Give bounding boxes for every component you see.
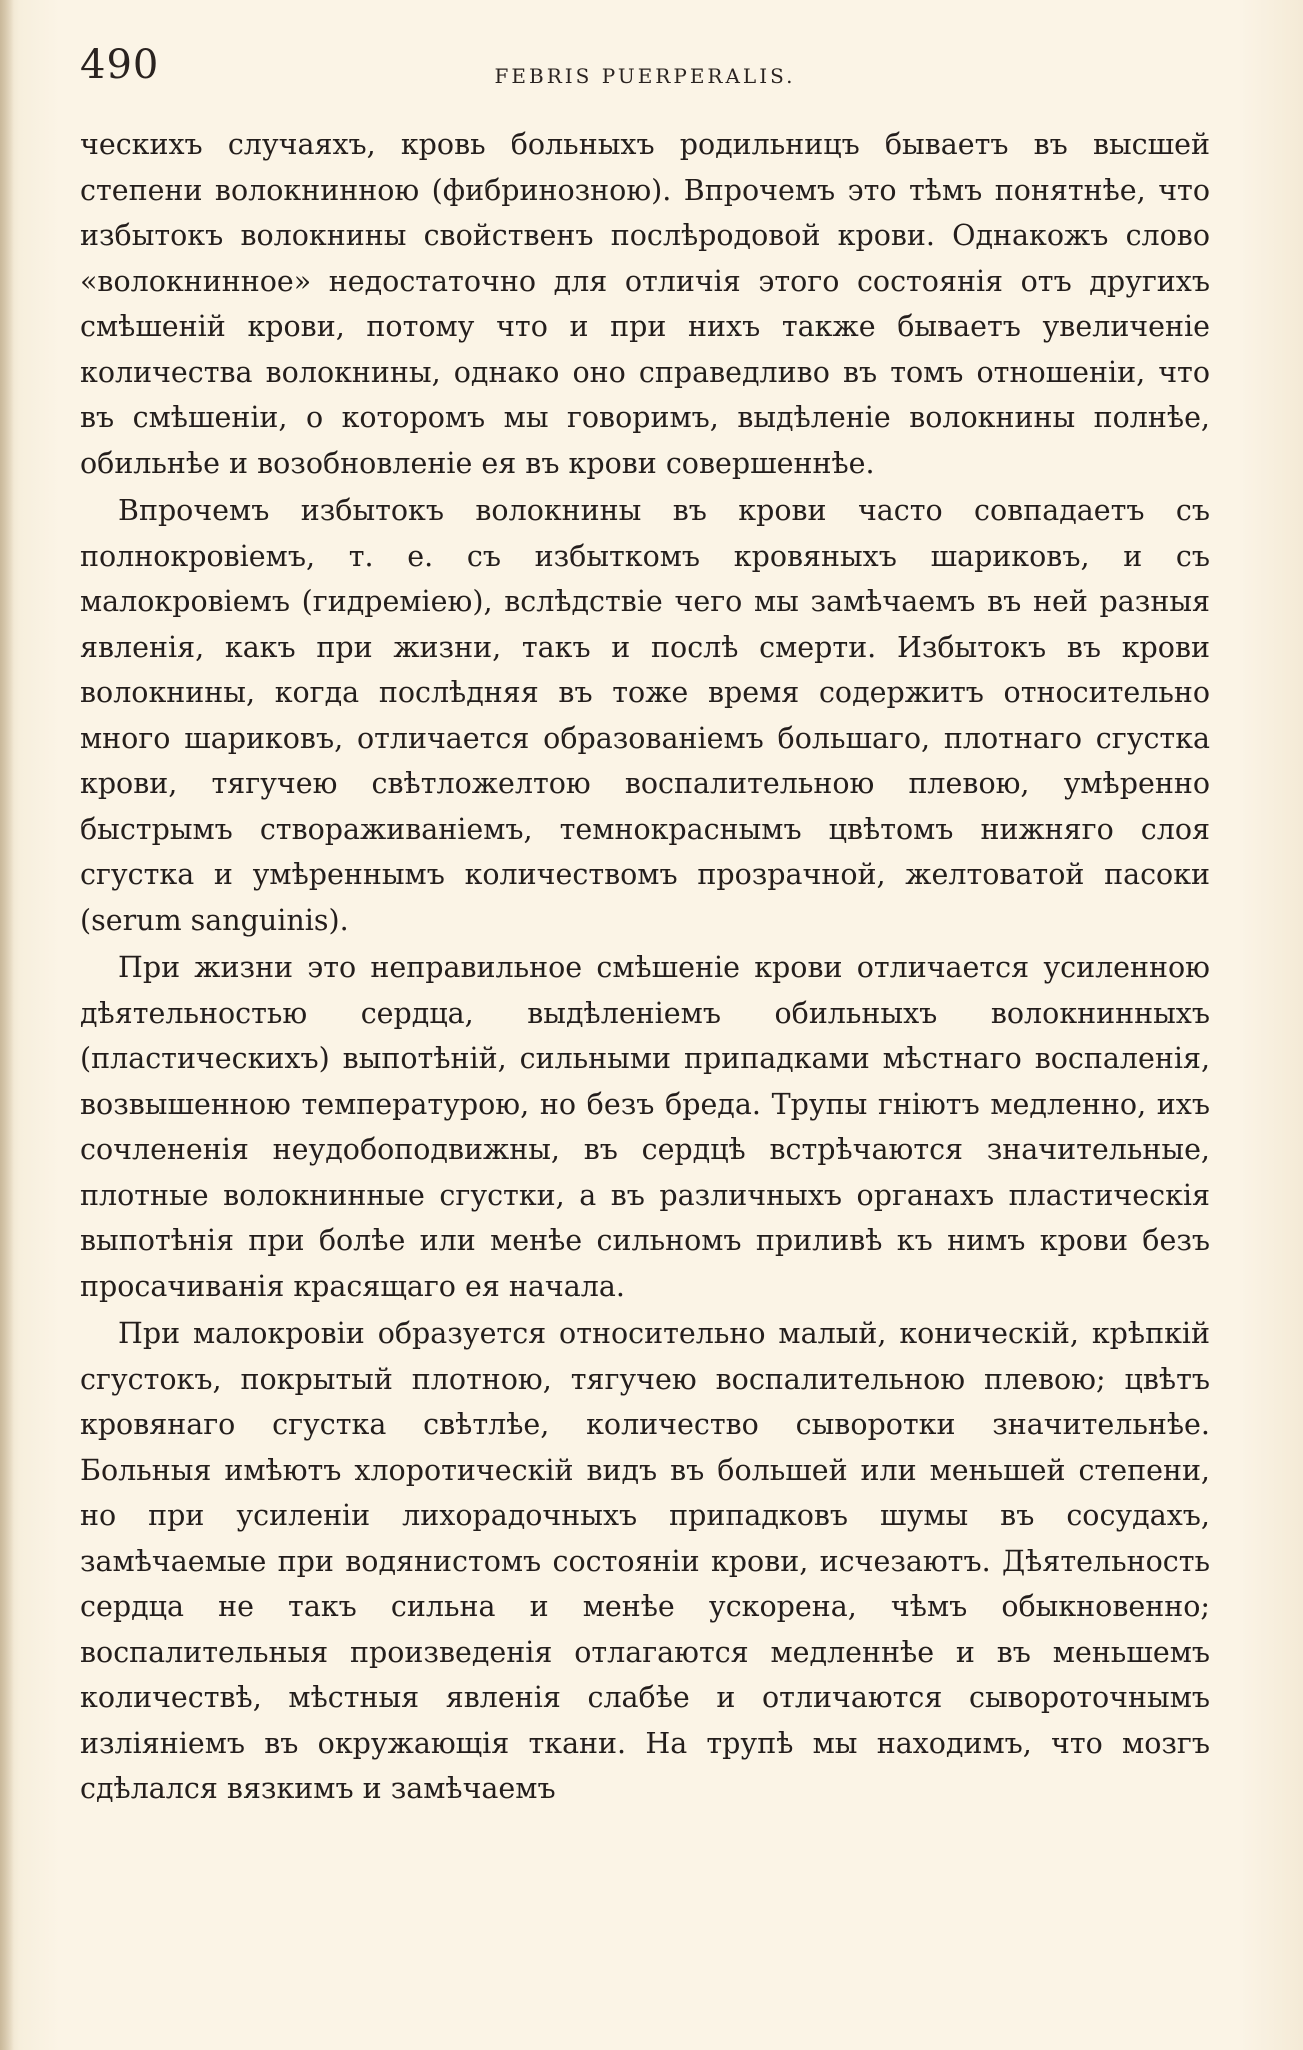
paragraph-continued: ческихъ случаяхъ, кровь больныхъ родильницъ бываетъ въ высшей степени волокнинною (фибринозною). Впрочемъ это тѣмъ понятнѣе, что избытокъ волокнины свойственъ послѣродовой крови. Однакожъ слово «волокнинное» недостаточно для отличія этого состоянія отъ другихъ смѣшеній крови, потому что и при нихъ также бываетъ увеличеніе количества волокнины, однако оно справедливо въ томъ отношеніи, что въ смѣшеніи, о которомъ мы говоримъ, выдѣленіе волокнины полнѣе, обильнѣе и возобновленіе ея въ крови совершеннѣе. — [80, 128, 1210, 480]
paragraph: При жизни это неправильное смѣшеніе крови отличается усиленною дѣятельностью сердца, выдѣленіемъ обильныхъ волокнинныхъ (пластическихъ) выпотѣній, сильными припадками мѣстнаго воспаленія, возвышенною температурою, но безъ бреда. Трупы гніютъ медленно, ихъ сочлененія неудобоподвижны, въ сердцѣ встрѣчаются значительные, плотные волокнинные сгустки, а въ различныхъ органахъ пластическія выпотѣнія при болѣе или менѣе сильномъ приливѣ къ нимъ крови безъ просачиванія красящаго ея начала. — [80, 951, 1210, 1303]
paragraph: Впрочемъ избытокъ волокнины въ крови часто совпадаетъ съ полнокровіемъ, т. е. съ избыткомъ кровяныхъ шариковъ, и съ малокровіемъ (гидремiею), вслѣдствіе чего мы замѣчаемъ въ ней разныя явленія, какъ при жизни, такъ и послѣ смерти. Избытокъ въ крови волокнины, когда послѣдняя въ тоже время содержитъ относительно много шариковъ, отличается образованіемъ большаго, плотнаго сгустка крови, тягучею свѣтложелтою воспалительною плевою, умѣренно быстрымъ створаживаніемъ, темнокраснымъ цвѣтомъ нижняго слоя сгустка и умѣреннымъ количествомъ прозрачной, желтоватой пасоки (serum sanguinis). — [80, 494, 1210, 937]
running-title: FEBRIS PUERPERALIS. — [494, 64, 796, 88]
paragraph: При малокровіи образуется относительно малый, коническій, крѣпкій сгустокъ, покрытый плотною, тягучею воспалительною плевою; цвѣтъ кровянаго сгустка свѣтлѣе, количество сыворотки значительнѣе. Больныя имѣютъ хлоротическій видъ въ большей или меньшей степени, но при усиленіи лихорадочныхъ припадковъ шумы въ сосудахъ, замѣчаемые при водянистомъ состояніи крови, исчезаютъ. Дѣятельность сердца не такъ сильна и менѣе ускорена, чѣмъ обыкновенно; воспалительныя произведенія отлагаются медленнѣе и въ меньшемъ количествѣ, мѣстныя явленія слабѣе и отличаются сывороточнымъ изліяніемъ въ окружающія ткани. На трупѣ мы находимъ, что мозгъ сдѣлался вязкимъ и замѣчаемъ — [80, 1317, 1210, 1805]
body-text — [80, 122, 1210, 1814]
page-header — [80, 42, 1210, 102]
page-spine-shadow — [0, 0, 14, 2050]
page-number: 490 — [80, 42, 160, 88]
